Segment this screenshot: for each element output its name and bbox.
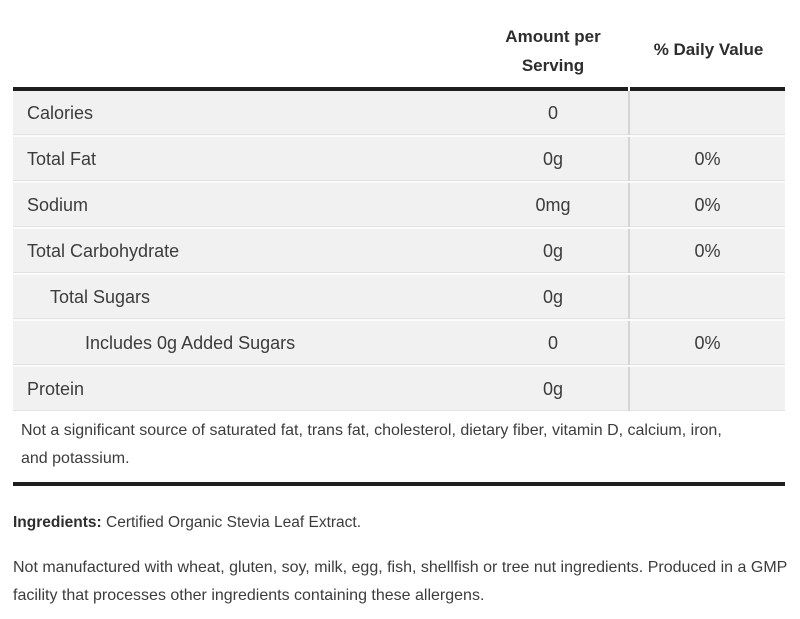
table-footnote: Not a significant source of saturated fat, trans fat, cholesterol, dietary fiber, vitamin D, calcium, iron, and potassium.: [13, 411, 785, 482]
table-row-total-sugars: [13, 273, 785, 319]
row-daily-value: 0%: [628, 321, 785, 365]
column-header-amount-per-serving: Amount per Serving: [505, 27, 601, 75]
row-daily-value: [628, 367, 785, 411]
row-label: Total Sugars: [50, 286, 151, 307]
ingredients-text: Certified Organic Stevia Leaf Extract.: [106, 514, 362, 531]
row-daily-value: [628, 91, 785, 135]
table-rows: [13, 91, 785, 411]
table-row-includes-0g-added-sugars: [13, 319, 785, 365]
table-row-calories: [13, 91, 785, 135]
row-amount: 0mg: [535, 194, 571, 215]
row-amount: 0: [547, 332, 558, 353]
row-daily-value: 0%: [628, 137, 785, 181]
row-amount: 0: [547, 102, 558, 123]
row-amount: 0g: [542, 148, 564, 169]
row-daily-value: 0%: [628, 229, 785, 273]
row-label: Includes 0g Added Sugars: [85, 332, 296, 353]
row-daily-value: 0%: [628, 183, 785, 227]
table-row-total-carbohydrate: [13, 227, 785, 273]
table-header: [0, 0, 800, 87]
row-amount: 0g: [542, 286, 564, 307]
row-amount: 0g: [542, 378, 564, 399]
row-label: Protein: [27, 378, 85, 399]
ingredients-line: [13, 512, 787, 534]
row-label: Sodium: [27, 194, 89, 215]
ingredients-label: Ingredients:: [13, 514, 102, 531]
row-amount: 0g: [542, 240, 564, 261]
row-daily-value: [628, 275, 785, 319]
row-label: Calories: [27, 102, 94, 123]
table-row-protein: [13, 365, 785, 411]
row-label: Total Carbohydrate: [27, 240, 180, 261]
column-header-daily-value: % Daily Value: [653, 40, 764, 59]
table-row-total-fat: [13, 135, 785, 181]
nutrition-table: [13, 87, 785, 486]
row-label: Total Fat: [27, 148, 97, 169]
table-row-sodium: [13, 181, 785, 227]
allergen-statement: Not manufactured with wheat, gluten, soy, milk, egg, fish, shellfish or tree nut ingredients. Produced in a GMP facility that processes other ingredients containing these allergens.: [13, 559, 788, 604]
header-border-notch: [628, 87, 630, 91]
